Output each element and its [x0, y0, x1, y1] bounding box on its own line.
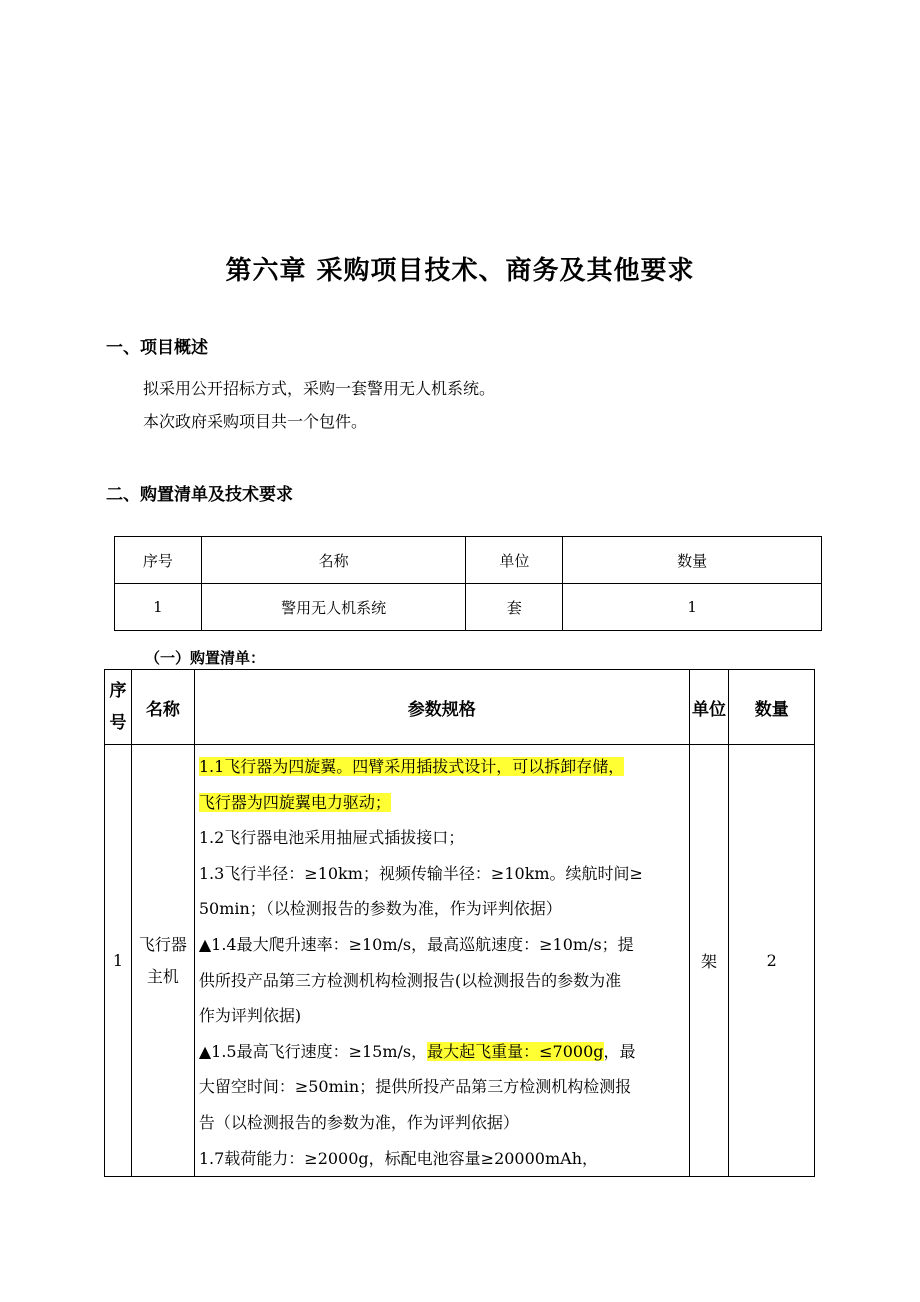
detail-header-spec: 参数规格: [194, 670, 689, 745]
spec-line-7: 供所投产品第三方检测机构检测报告(以检测报告的参数为准: [198, 970, 622, 990]
spec-line-9-highlighted: 最大起飞重量：≤7000g: [427, 1041, 604, 1061]
summary-header-name: 名称: [201, 537, 466, 584]
detail-cell-name-line1: 飞行器: [138, 934, 187, 954]
overview-paragraph-1: 拟采用公开招标方式，采购一套警用无人机系统。: [143, 379, 496, 398]
spec-line-4: 1.3飞行半径：≥10km；视频传输半径：≥10km。续航时间≥: [198, 863, 643, 883]
summary-header-index: 序号: [115, 537, 202, 584]
detail-header-name: 名称: [131, 670, 194, 745]
spec-line-10: 大留空时间：≥50min；提供所投产品第三方检测机构检测报: [198, 1077, 632, 1097]
detail-cell-unit: 架: [689, 745, 729, 1177]
overview-paragraph-2: 本次政府采购项目共一个包件。: [143, 412, 368, 431]
detail-header-index: [105, 670, 132, 745]
table-row: [105, 745, 815, 1177]
detail-table: [104, 669, 815, 1177]
spec-line-9-start: ▲1.5最高飞行速度：≥15m/s，: [198, 1041, 428, 1061]
section-heading-purchase-list: 二、购置清单及技术要求: [106, 485, 293, 505]
table-row: [115, 584, 822, 631]
detail-cell-spec: [194, 745, 689, 1177]
spec-line-8: 作为评判依据): [198, 1006, 302, 1026]
detail-cell-qty: 2: [729, 745, 815, 1177]
detail-cell-name-line2: 主机: [146, 966, 179, 986]
chapter-title: 第六章 采购项目技术、商务及其他要求: [225, 256, 695, 286]
spec-line-11: 告（以检测报告的参数为准，作为评判依据）: [198, 1112, 519, 1132]
spec-line-2-highlighted: 飞行器为四旋翼电力驱动；: [198, 792, 391, 812]
summary-cell-index: 1: [115, 584, 202, 631]
detail-header-index-bottom: 号: [109, 713, 127, 733]
spec-line-12: 1.7载荷能力：≥2000g，标配电池容量≥20000mAh，: [198, 1148, 598, 1168]
section-heading-overview: 一、项目概述: [106, 338, 208, 358]
spec-line-9: [199, 1034, 685, 1070]
summary-header-qty: 数量: [563, 537, 822, 584]
spec-line-3: 1.2飞行器电池采用抽屉式插拔接口；: [198, 828, 465, 848]
summary-table: [114, 536, 822, 631]
summary-cell-qty: 1: [563, 584, 822, 631]
purchase-list-subheading: （一）购置清单：: [145, 649, 266, 667]
spec-line-6: ▲1.4最大爬升速率：≥10m/s，最高巡航速度：≥10m/s；提: [198, 934, 634, 954]
spec-line-1-highlighted: 1.1飞行器为四旋翼。四臂采用插拔式设计，可以拆卸存储，: [198, 757, 625, 776]
detail-header-index-top: 序: [109, 681, 127, 701]
detail-header-row: [105, 670, 815, 745]
detail-header-unit: 单位: [689, 670, 729, 745]
summary-cell-unit: 套: [466, 584, 563, 631]
summary-header-row: [115, 537, 822, 584]
spec-line-5: 50min；（以检测报告的参数为准，作为评判依据）: [198, 899, 562, 919]
detail-cell-name: [131, 745, 194, 1177]
summary-cell-name: 警用无人机系统: [201, 584, 466, 631]
summary-header-unit: 单位: [466, 537, 563, 584]
detail-cell-index: 1: [105, 745, 132, 1177]
detail-header-qty: 数量: [729, 670, 815, 745]
spec-line-9-end: ，最: [603, 1041, 636, 1061]
